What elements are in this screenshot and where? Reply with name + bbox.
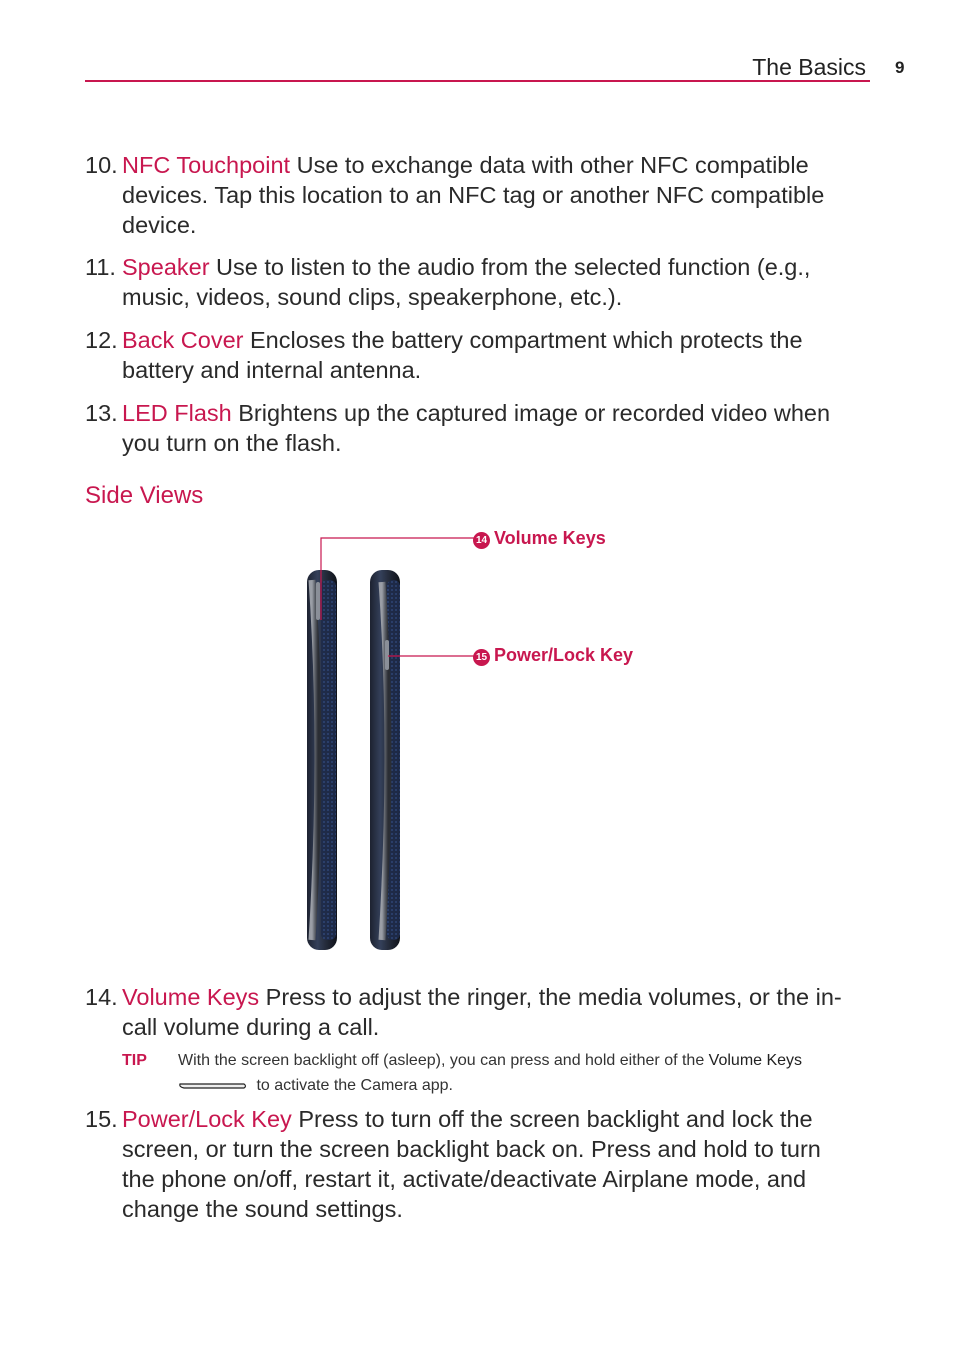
power-key-shape (385, 640, 389, 670)
phone-right-side (370, 570, 400, 950)
callout-label: Power/Lock Key (494, 645, 634, 665)
item-number: 11. (85, 254, 116, 280)
item-number: 12. (85, 327, 118, 353)
item-description: Brightens up the captured image or recorded video when you turn on the flash. (122, 400, 831, 456)
item-description: Encloses the battery compartment which protects the battery and internal antenna. (122, 327, 803, 383)
item-term: NFC Touchpoint (122, 152, 291, 178)
header-divider (85, 80, 870, 82)
item-description: Press to adjust the ringer, the media volumes, or the in-call volume during a call. (122, 984, 842, 1040)
list-item-power-lock-key (85, 1104, 845, 1224)
callout-number-badge: 14 (473, 532, 490, 549)
item-term: Volume Keys (122, 984, 260, 1010)
page-number: 9 (895, 58, 905, 77)
item-description: Press to turn off the screen backlight and lock the screen, or turn the screen backlight back on. Press and hold to turn the phone on/off, restart it, activate/deactivate Airplane mode, and change the sound settings. (122, 1106, 821, 1222)
item-term: Power/Lock Key (122, 1106, 292, 1132)
list-item-back-cover (85, 325, 845, 385)
item-number: 13. (85, 400, 118, 426)
list-item-nfc-touchpoint (85, 150, 845, 240)
volume-keys-shape (316, 582, 320, 620)
item-term: Speaker (122, 254, 210, 280)
callout-number-badge: 15 (473, 649, 490, 666)
item-number: 10. (85, 152, 118, 178)
item-number: 15. (85, 1106, 118, 1132)
tip-label: TIP (122, 1052, 147, 1069)
item-description: Use to listen to the audio from the selected function (e.g., music, videos, sound clips, speakerphone, etc.). (122, 254, 811, 310)
callout-power-lock-key (473, 645, 633, 666)
phone-left-side (307, 570, 337, 950)
item-description: Use to exchange data with other NFC compatible devices. Tap this location to an NFC tag or another NFC compatible device. (122, 152, 825, 238)
section-title: The Basics (752, 54, 866, 80)
callout-label: Volume Keys (494, 528, 606, 548)
item-number: 14. (85, 984, 118, 1010)
list-item-speaker (85, 252, 845, 312)
item-term: Back Cover (122, 327, 244, 353)
side-views-figure (290, 520, 670, 960)
tip-box (122, 1048, 882, 1098)
callout-volume-keys (473, 528, 606, 549)
tip-text-before: With the screen backlight off (asleep), you can press and hold either of the (178, 1052, 709, 1069)
list-item-volume-keys (85, 982, 845, 1042)
list-item-led-flash (85, 398, 845, 458)
section-heading-side-views: Side Views (85, 482, 204, 509)
phone-side-illustration (290, 520, 670, 960)
item-term: LED Flash (122, 400, 232, 426)
tip-keyword: Volume Keys (708, 1052, 803, 1069)
volume-keys-icon (178, 1081, 248, 1091)
tip-text-after: to activate the Camera app. (252, 1077, 453, 1094)
